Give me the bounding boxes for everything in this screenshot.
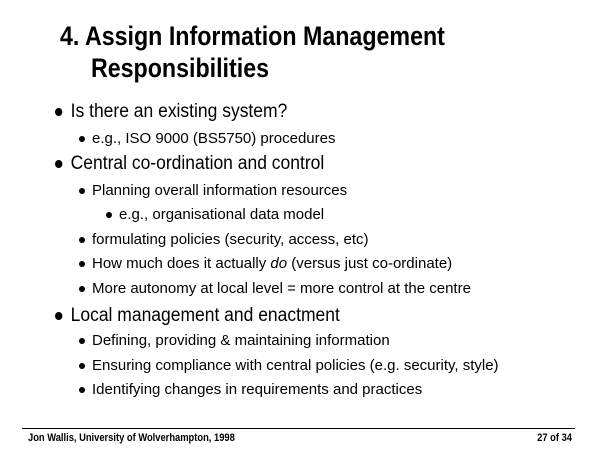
bullet-icon (79, 136, 85, 142)
footer-credit: Jon Wallis, University of Wolverhampton, 1998 (28, 432, 235, 444)
footer-divider (22, 428, 575, 429)
section-heading-existing-system (55, 101, 287, 123)
bullet-icon (79, 387, 85, 393)
list-item (79, 332, 390, 349)
list-item-text-before: How much does it actually (92, 255, 271, 272)
list-item-text: Identifying changes in requirements and practices (92, 381, 423, 398)
list-item-text: e.g., organisational data model (119, 206, 325, 223)
list-item-nested (106, 206, 324, 223)
list-item-text-after: (versus just co-ordinate) (287, 255, 453, 272)
list-item (79, 357, 499, 374)
list-item-text: Defining, providing & maintaining information (92, 332, 390, 349)
list-item-text: Planning overall information resources (92, 182, 348, 199)
bullet-icon (79, 363, 85, 369)
bullet-icon (79, 188, 85, 194)
slide-title (60, 20, 445, 84)
list-item (79, 130, 335, 147)
bullet-icon (79, 338, 85, 344)
page-number: 27 of 34 (537, 432, 572, 444)
section-heading-local-management (55, 305, 340, 327)
section-heading-text: Central co-ordination and control (70, 153, 325, 174)
list-item (79, 231, 368, 248)
slide-title-line-2: Responsibilities (90, 53, 270, 83)
slide-title-line-1: 4. Assign Information Management (60, 21, 445, 51)
bullet-icon (55, 108, 62, 116)
list-item-text: e.g., ISO 9000 (BS5750) procedures (92, 130, 336, 147)
section-heading-text: Is there an existing system? (70, 101, 288, 122)
bullet-icon (55, 160, 62, 168)
section-heading-text: Local management and enactment (70, 305, 340, 326)
bullet-icon (55, 312, 62, 320)
bullet-icon (79, 286, 85, 292)
bullet-icon (79, 237, 85, 243)
list-item (79, 381, 422, 398)
list-item-text: Ensuring compliance with central policies (e.g. security, style) (92, 357, 499, 374)
list-item (79, 255, 452, 272)
list-item (79, 182, 347, 199)
section-heading-central-coordination (55, 153, 324, 175)
list-item-text-emphasis: do (270, 255, 288, 272)
list-item-text (92, 255, 452, 272)
list-item (79, 280, 471, 297)
list-item-text: More autonomy at local level = more control at the centre (92, 280, 471, 297)
bullet-icon (106, 212, 112, 218)
list-item-text: formulating policies (security, access, etc) (92, 231, 369, 248)
bullet-icon (79, 261, 85, 267)
